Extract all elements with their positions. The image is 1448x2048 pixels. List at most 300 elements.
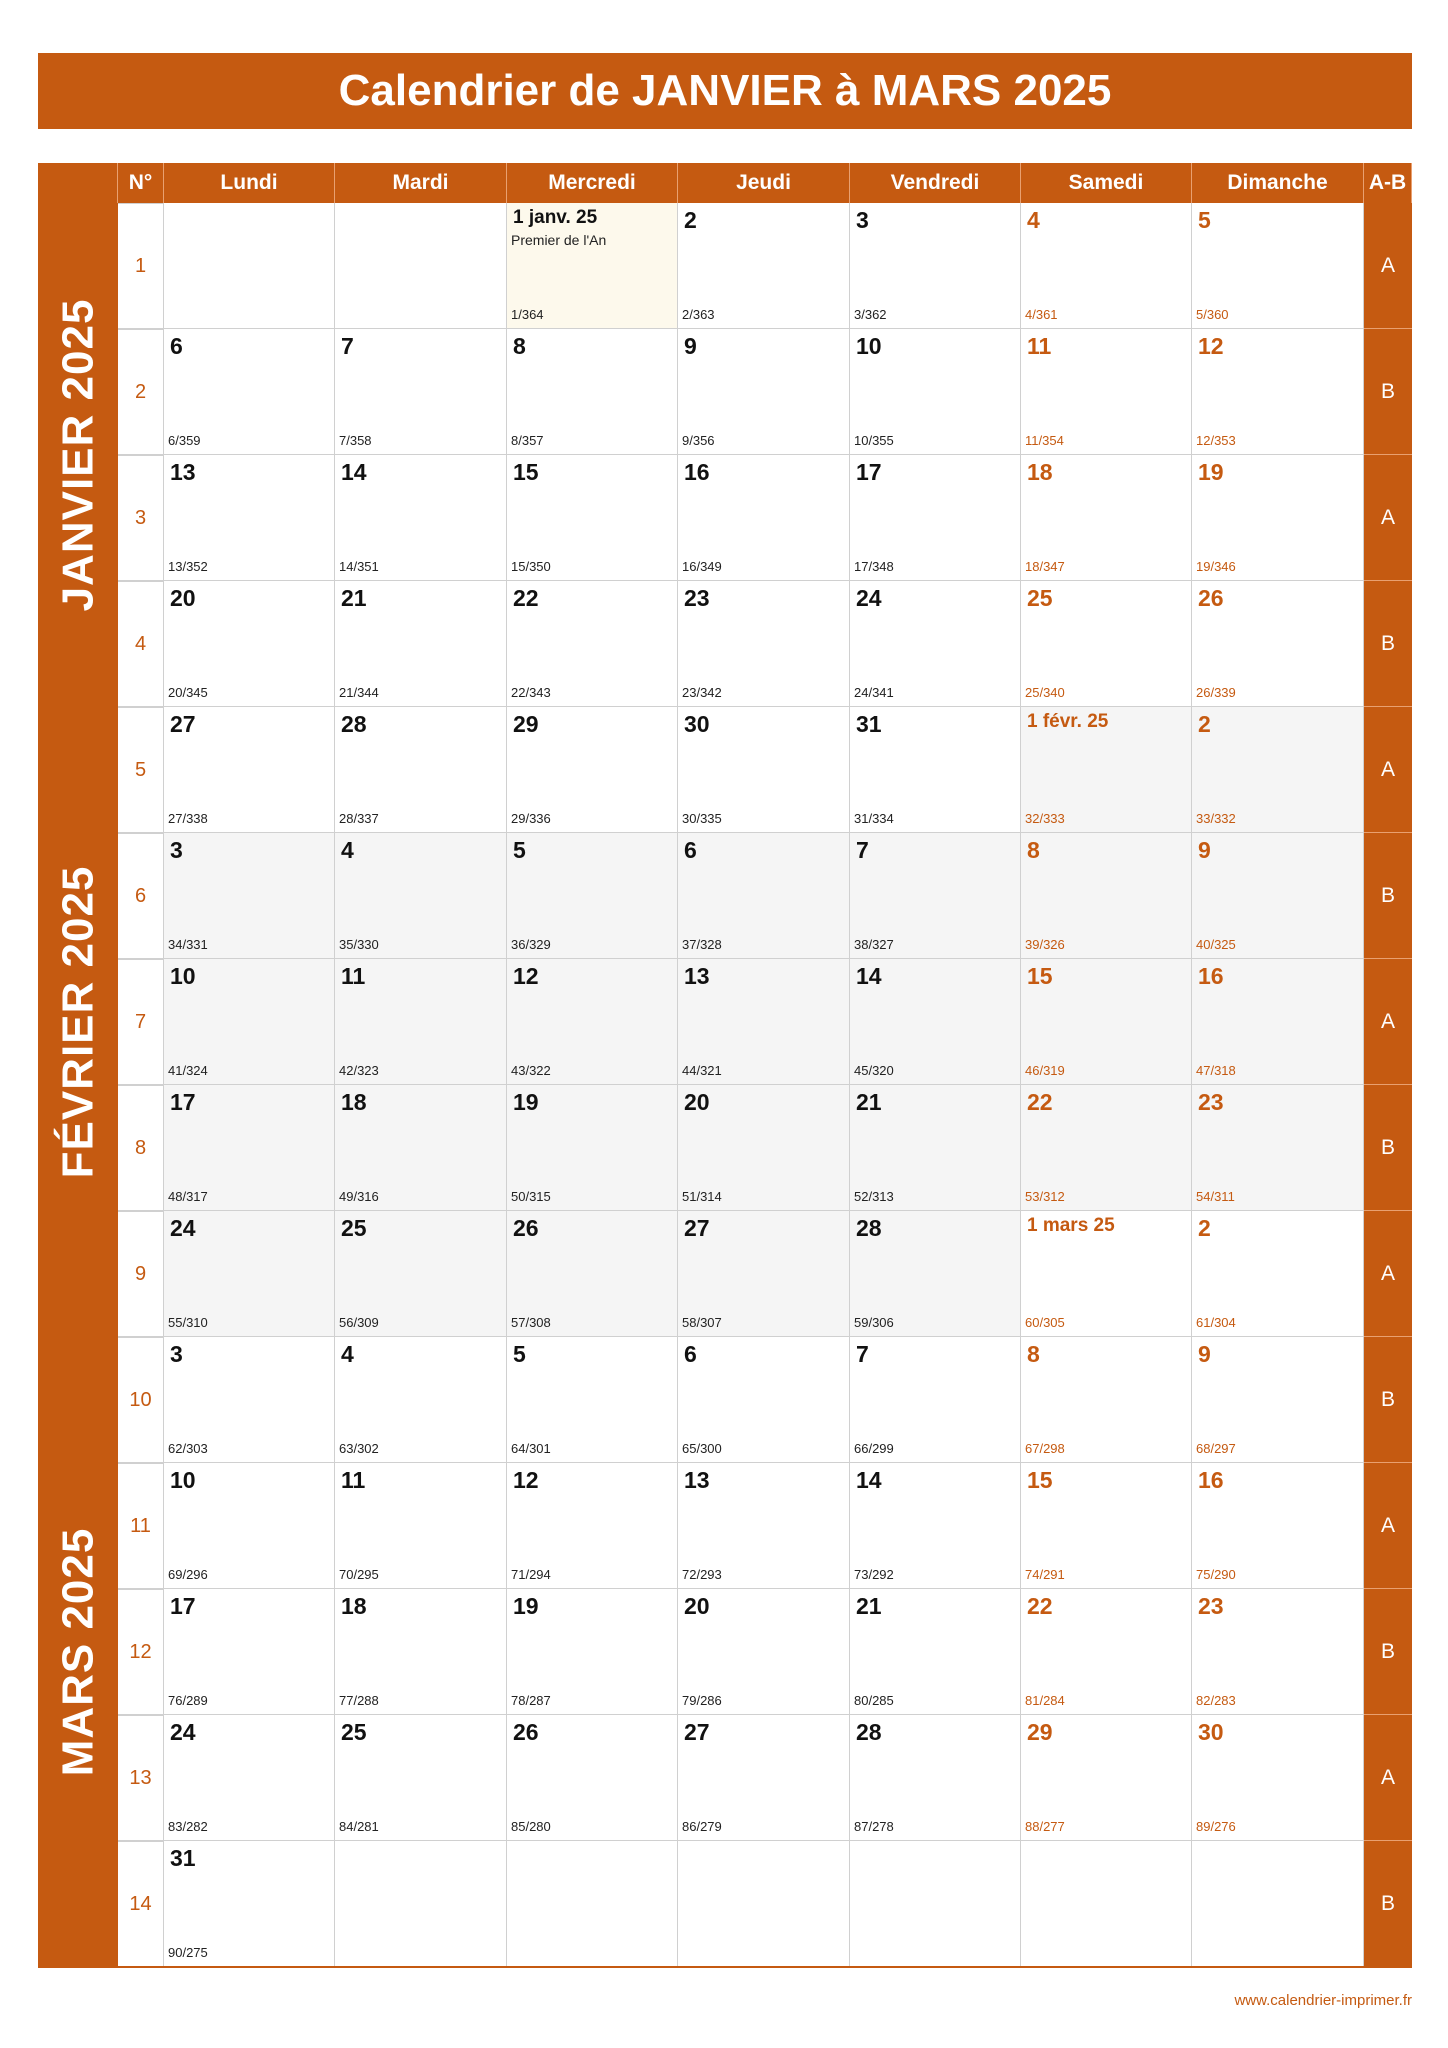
day-cell[interactable] bbox=[678, 1589, 850, 1715]
day-cell[interactable] bbox=[164, 329, 335, 455]
day-of-year: 78/287 bbox=[511, 1693, 551, 1708]
month-name: FÉVRIER 2025 bbox=[53, 865, 102, 1179]
day-number: 12 bbox=[1198, 333, 1224, 359]
day-number: 26 bbox=[1198, 585, 1224, 611]
day-of-year: 45/320 bbox=[854, 1063, 894, 1078]
day-of-year: 89/276 bbox=[1196, 1819, 1236, 1834]
day-cell[interactable] bbox=[335, 833, 507, 959]
day-number: 6 bbox=[684, 837, 697, 863]
day-cell[interactable] bbox=[678, 833, 850, 959]
day-cell[interactable] bbox=[850, 455, 1021, 581]
day-of-year: 42/323 bbox=[339, 1063, 379, 1078]
day-cell[interactable] bbox=[164, 707, 335, 833]
day-cell[interactable] bbox=[1192, 581, 1364, 707]
week-number: 3 bbox=[118, 455, 164, 581]
day-number: 16 bbox=[1198, 963, 1224, 989]
day-cell[interactable] bbox=[850, 1463, 1021, 1589]
day-cell[interactable] bbox=[507, 959, 678, 1085]
day-cell[interactable] bbox=[678, 707, 850, 833]
day-cell[interactable] bbox=[1192, 455, 1364, 581]
week-ab: B bbox=[1364, 1085, 1412, 1211]
day-of-year: 41/324 bbox=[168, 1063, 208, 1078]
month-name: JANVIER 2025 bbox=[53, 298, 103, 612]
day-cell[interactable] bbox=[1021, 833, 1192, 959]
day-cell[interactable] bbox=[1192, 1085, 1364, 1211]
week-ab: B bbox=[1364, 1337, 1412, 1463]
day-of-year: 75/290 bbox=[1196, 1567, 1236, 1582]
column-header-5: Vendredi bbox=[850, 163, 1021, 203]
day-of-year: 53/312 bbox=[1025, 1189, 1065, 1204]
day-cell[interactable] bbox=[850, 833, 1021, 959]
day-number: 30 bbox=[684, 711, 710, 737]
day-of-year: 58/307 bbox=[682, 1315, 722, 1330]
calendar-title: Calendrier de JANVIER à MARS 2025 bbox=[38, 53, 1412, 129]
week-number: 9 bbox=[118, 1211, 164, 1337]
day-number: 28 bbox=[856, 1719, 882, 1745]
week-number: 5 bbox=[118, 707, 164, 833]
grid-bottom-line bbox=[38, 1966, 1412, 1968]
day-of-year: 21/344 bbox=[339, 685, 379, 700]
month-label-2 bbox=[38, 1337, 118, 1967]
day-number: 22 bbox=[1027, 1089, 1053, 1115]
day-of-year: 34/331 bbox=[168, 937, 208, 952]
day-cell[interactable] bbox=[1021, 959, 1192, 1085]
day-number: 21 bbox=[341, 585, 367, 611]
column-header-2: Mardi bbox=[335, 163, 507, 203]
day-cell[interactable] bbox=[678, 1715, 850, 1841]
day-cell[interactable] bbox=[1192, 329, 1364, 455]
day-of-year: 3/362 bbox=[854, 307, 887, 322]
day-number: 25 bbox=[341, 1719, 367, 1745]
day-cell[interactable] bbox=[507, 455, 678, 581]
column-header-8: A-B bbox=[1364, 163, 1412, 203]
day-cell[interactable] bbox=[1021, 707, 1192, 833]
day-cell[interactable] bbox=[850, 707, 1021, 833]
day-cell[interactable] bbox=[678, 1085, 850, 1211]
week-number: 4 bbox=[118, 581, 164, 707]
day-number: 23 bbox=[1198, 1089, 1224, 1115]
day-number: 3 bbox=[856, 207, 869, 233]
day-cell[interactable] bbox=[507, 203, 678, 329]
day-of-year: 87/278 bbox=[854, 1819, 894, 1834]
week-number: 2 bbox=[118, 329, 164, 455]
day-cell[interactable] bbox=[164, 1715, 335, 1841]
day-cell[interactable] bbox=[335, 1337, 507, 1463]
week-number: 1 bbox=[118, 203, 164, 329]
day-of-year: 70/295 bbox=[339, 1567, 379, 1582]
day-of-year: 16/349 bbox=[682, 559, 722, 574]
day-cell[interactable] bbox=[850, 1589, 1021, 1715]
day-of-year: 10/355 bbox=[854, 433, 894, 448]
week-ab: B bbox=[1364, 1589, 1412, 1715]
day-number: 14 bbox=[856, 963, 882, 989]
day-number: 9 bbox=[1198, 1341, 1211, 1367]
week-ab: A bbox=[1364, 1715, 1412, 1841]
column-header-1: Lundi bbox=[164, 163, 335, 203]
day-number: 28 bbox=[856, 1215, 882, 1241]
day-of-year: 79/286 bbox=[682, 1693, 722, 1708]
day-of-year: 39/326 bbox=[1025, 937, 1065, 952]
day-cell[interactable] bbox=[850, 959, 1021, 1085]
day-cell[interactable] bbox=[1192, 833, 1364, 959]
day-of-year: 69/296 bbox=[168, 1567, 208, 1582]
day-number: 20 bbox=[170, 585, 196, 611]
day-of-year: 31/334 bbox=[854, 811, 894, 826]
day-cell[interactable] bbox=[1021, 1589, 1192, 1715]
day-of-year: 81/284 bbox=[1025, 1693, 1065, 1708]
day-of-year: 60/305 bbox=[1025, 1315, 1065, 1330]
week-number: 7 bbox=[118, 959, 164, 1085]
day-cell[interactable] bbox=[164, 1463, 335, 1589]
day-number: 10 bbox=[170, 963, 196, 989]
day-cell[interactable] bbox=[1021, 1463, 1192, 1589]
day-cell[interactable] bbox=[1021, 455, 1192, 581]
day-cell[interactable] bbox=[335, 1589, 507, 1715]
day-cell[interactable] bbox=[1021, 203, 1192, 329]
day-cell[interactable] bbox=[678, 329, 850, 455]
day-cell[interactable] bbox=[507, 1085, 678, 1211]
day-of-year: 61/304 bbox=[1196, 1315, 1236, 1330]
day-of-year: 8/357 bbox=[511, 433, 544, 448]
day-of-year: 26/339 bbox=[1196, 685, 1236, 700]
day-cell[interactable] bbox=[1192, 707, 1364, 833]
day-number: 6 bbox=[684, 1341, 697, 1367]
day-of-year: 63/302 bbox=[339, 1441, 379, 1456]
week-ab: A bbox=[1364, 455, 1412, 581]
day-number: 25 bbox=[341, 1215, 367, 1241]
day-of-year: 55/310 bbox=[168, 1315, 208, 1330]
week-ab: B bbox=[1364, 329, 1412, 455]
day-number: 21 bbox=[856, 1089, 882, 1115]
day-cell[interactable] bbox=[335, 329, 507, 455]
day-of-year: 35/330 bbox=[339, 937, 379, 952]
day-of-year: 18/347 bbox=[1025, 559, 1065, 574]
day-number: 31 bbox=[170, 1845, 196, 1871]
day-number: 27 bbox=[684, 1719, 710, 1745]
day-cell[interactable] bbox=[164, 833, 335, 959]
day-number: 12 bbox=[513, 1467, 539, 1493]
day-cell[interactable] bbox=[507, 1337, 678, 1463]
day-of-year: 68/297 bbox=[1196, 1441, 1236, 1456]
day-cell[interactable] bbox=[678, 455, 850, 581]
day-of-year: 28/337 bbox=[339, 811, 379, 826]
day-of-year: 4/361 bbox=[1025, 307, 1058, 322]
day-number: 4 bbox=[1027, 207, 1040, 233]
day-of-year: 9/356 bbox=[682, 433, 715, 448]
day-number: 11 bbox=[341, 1467, 366, 1493]
day-cell[interactable] bbox=[335, 1715, 507, 1841]
day-cell[interactable] bbox=[678, 203, 850, 329]
holiday-name: Premier de l'An bbox=[511, 232, 607, 248]
week-number: 11 bbox=[118, 1463, 164, 1589]
day-of-year: 27/338 bbox=[168, 811, 208, 826]
day-number: 25 bbox=[1027, 585, 1053, 611]
day-number: 27 bbox=[684, 1215, 710, 1241]
day-of-year: 72/293 bbox=[682, 1567, 722, 1582]
week-number: 14 bbox=[118, 1841, 164, 1967]
day-cell[interactable] bbox=[1021, 1211, 1192, 1337]
day-cell[interactable] bbox=[850, 1211, 1021, 1337]
day-cell bbox=[678, 1841, 850, 1967]
day-of-year: 33/332 bbox=[1196, 811, 1236, 826]
day-number: 16 bbox=[1198, 1467, 1224, 1493]
day-number: 17 bbox=[170, 1089, 196, 1115]
day-cell[interactable] bbox=[164, 1589, 335, 1715]
day-of-year: 40/325 bbox=[1196, 937, 1236, 952]
day-of-year: 12/353 bbox=[1196, 433, 1236, 448]
day-cell bbox=[850, 1841, 1021, 1967]
week-number: 8 bbox=[118, 1085, 164, 1211]
week-ab: B bbox=[1364, 581, 1412, 707]
day-number: 23 bbox=[1198, 1593, 1224, 1619]
day-of-year: 5/360 bbox=[1196, 307, 1229, 322]
month-label-1 bbox=[38, 707, 118, 1337]
day-of-year: 17/348 bbox=[854, 559, 894, 574]
day-of-year: 57/308 bbox=[511, 1315, 551, 1330]
day-number: 28 bbox=[341, 711, 367, 737]
day-of-year: 13/352 bbox=[168, 559, 208, 574]
day-cell bbox=[1192, 1841, 1364, 1967]
day-of-year: 82/283 bbox=[1196, 1693, 1236, 1708]
day-number: 31 bbox=[856, 711, 882, 737]
day-of-year: 62/303 bbox=[168, 1441, 208, 1456]
day-number: 22 bbox=[513, 585, 539, 611]
week-ab: A bbox=[1364, 1463, 1412, 1589]
day-cell[interactable] bbox=[507, 833, 678, 959]
day-number: 30 bbox=[1198, 1719, 1224, 1745]
day-cell[interactable] bbox=[507, 581, 678, 707]
day-cell[interactable] bbox=[507, 1211, 678, 1337]
day-cell[interactable] bbox=[335, 1085, 507, 1211]
day-cell[interactable] bbox=[507, 1589, 678, 1715]
day-number: 26 bbox=[513, 1719, 539, 1745]
day-number: 24 bbox=[170, 1719, 196, 1745]
week-ab: A bbox=[1364, 707, 1412, 833]
day-of-year: 66/299 bbox=[854, 1441, 894, 1456]
month-label-0 bbox=[38, 203, 118, 707]
day-of-year: 2/363 bbox=[682, 307, 715, 322]
day-of-year: 22/343 bbox=[511, 685, 551, 700]
day-cell[interactable] bbox=[1192, 1463, 1364, 1589]
day-of-year: 90/275 bbox=[168, 1945, 208, 1960]
day-number: 7 bbox=[341, 333, 354, 359]
day-of-year: 64/301 bbox=[511, 1441, 551, 1456]
day-number: 4 bbox=[341, 837, 354, 863]
day-of-year: 24/341 bbox=[854, 685, 894, 700]
day-number: 24 bbox=[170, 1215, 196, 1241]
day-number: 9 bbox=[1198, 837, 1211, 863]
day-number: 19 bbox=[513, 1593, 539, 1619]
day-cell[interactable] bbox=[850, 1337, 1021, 1463]
day-cell[interactable] bbox=[678, 1337, 850, 1463]
week-ab: B bbox=[1364, 833, 1412, 959]
day-number: 21 bbox=[856, 1593, 882, 1619]
day-number: 14 bbox=[856, 1467, 882, 1493]
day-cell[interactable] bbox=[678, 959, 850, 1085]
day-number: 18 bbox=[341, 1593, 367, 1619]
day-of-year: 74/291 bbox=[1025, 1567, 1065, 1582]
day-of-year: 44/321 bbox=[682, 1063, 722, 1078]
day-cell[interactable] bbox=[1192, 959, 1364, 1085]
day-cell[interactable] bbox=[1021, 1085, 1192, 1211]
day-cell[interactable] bbox=[164, 1211, 335, 1337]
day-of-year: 1/364 bbox=[511, 307, 544, 322]
column-header-6: Samedi bbox=[1021, 163, 1192, 203]
day-cell[interactable] bbox=[1021, 1715, 1192, 1841]
column-header-0: N° bbox=[118, 163, 164, 203]
day-of-year: 47/318 bbox=[1196, 1063, 1236, 1078]
day-cell[interactable] bbox=[335, 1463, 507, 1589]
day-of-year: 29/336 bbox=[511, 811, 551, 826]
day-cell bbox=[335, 1841, 507, 1967]
month-name: MARS 2025 bbox=[53, 1527, 103, 1777]
week-ab: A bbox=[1364, 959, 1412, 1085]
day-cell bbox=[164, 203, 335, 329]
day-of-year: 80/285 bbox=[854, 1693, 894, 1708]
day-cell[interactable] bbox=[335, 581, 507, 707]
day-number: 22 bbox=[1027, 1593, 1053, 1619]
day-of-year: 71/294 bbox=[511, 1567, 551, 1582]
day-of-year: 43/322 bbox=[511, 1063, 551, 1078]
week-ab: B bbox=[1364, 1841, 1412, 1967]
day-number: 13 bbox=[684, 963, 710, 989]
day-of-year: 85/280 bbox=[511, 1819, 551, 1834]
day-of-year: 6/359 bbox=[168, 433, 201, 448]
day-of-year: 49/316 bbox=[339, 1189, 379, 1204]
day-cell[interactable] bbox=[335, 707, 507, 833]
day-of-year: 36/329 bbox=[511, 937, 551, 952]
day-number: 8 bbox=[513, 333, 526, 359]
day-number: 18 bbox=[1027, 459, 1053, 485]
day-number: 13 bbox=[684, 1467, 710, 1493]
day-cell[interactable] bbox=[335, 1211, 507, 1337]
day-cell[interactable] bbox=[507, 1463, 678, 1589]
day-number: 20 bbox=[684, 1089, 710, 1115]
day-cell[interactable] bbox=[507, 707, 678, 833]
day-cell[interactable] bbox=[164, 1337, 335, 1463]
day-of-year: 23/342 bbox=[682, 685, 722, 700]
day-number: 1 févr. 25 bbox=[1027, 711, 1109, 732]
day-cell[interactable] bbox=[335, 959, 507, 1085]
day-cell[interactable] bbox=[678, 1463, 850, 1589]
day-number: 14 bbox=[341, 459, 367, 485]
day-cell[interactable] bbox=[1192, 1715, 1364, 1841]
day-number: 13 bbox=[170, 459, 196, 485]
day-of-year: 65/300 bbox=[682, 1441, 722, 1456]
week-ab: A bbox=[1364, 1211, 1412, 1337]
day-cell[interactable] bbox=[164, 1841, 335, 1967]
day-of-year: 67/298 bbox=[1025, 1441, 1065, 1456]
day-of-year: 11/354 bbox=[1025, 433, 1064, 448]
day-of-year: 30/335 bbox=[682, 811, 722, 826]
day-cell[interactable] bbox=[850, 581, 1021, 707]
day-of-year: 14/351 bbox=[339, 559, 379, 574]
day-number: 8 bbox=[1027, 1341, 1040, 1367]
day-cell[interactable] bbox=[1192, 1211, 1364, 1337]
week-number: 6 bbox=[118, 833, 164, 959]
day-of-year: 46/319 bbox=[1025, 1063, 1065, 1078]
day-of-year: 32/333 bbox=[1025, 811, 1065, 826]
day-cell[interactable] bbox=[1021, 1337, 1192, 1463]
day-of-year: 77/288 bbox=[339, 1693, 379, 1708]
day-number: 29 bbox=[513, 711, 539, 737]
day-cell[interactable] bbox=[164, 959, 335, 1085]
day-cell[interactable] bbox=[850, 203, 1021, 329]
day-number: 6 bbox=[170, 333, 183, 359]
day-of-year: 50/315 bbox=[511, 1189, 551, 1204]
day-of-year: 19/346 bbox=[1196, 559, 1236, 574]
day-number: 2 bbox=[1198, 1215, 1211, 1241]
day-cell[interactable] bbox=[164, 455, 335, 581]
week-number: 12 bbox=[118, 1589, 164, 1715]
day-number: 1 mars 25 bbox=[1027, 1215, 1115, 1236]
day-number: 19 bbox=[1198, 459, 1224, 485]
day-number: 4 bbox=[341, 1341, 354, 1367]
week-number: 10 bbox=[118, 1337, 164, 1463]
day-of-year: 38/327 bbox=[854, 937, 894, 952]
day-number: 15 bbox=[1027, 963, 1053, 989]
header-corner bbox=[38, 163, 118, 203]
day-number: 3 bbox=[170, 1341, 183, 1367]
day-cell[interactable] bbox=[1021, 581, 1192, 707]
day-of-year: 48/317 bbox=[168, 1189, 208, 1204]
day-number: 16 bbox=[684, 459, 710, 485]
website-credit[interactable]: www.calendrier-imprimer.fr bbox=[1234, 1992, 1412, 2009]
day-of-year: 7/358 bbox=[339, 433, 372, 448]
day-of-year: 20/345 bbox=[168, 685, 208, 700]
day-cell[interactable] bbox=[850, 329, 1021, 455]
day-number: 5 bbox=[513, 837, 526, 863]
day-number: 10 bbox=[856, 333, 882, 359]
day-number: 20 bbox=[684, 1593, 710, 1619]
day-cell[interactable] bbox=[1021, 329, 1192, 455]
day-number: 18 bbox=[341, 1089, 367, 1115]
day-cell[interactable] bbox=[678, 581, 850, 707]
day-number: 17 bbox=[170, 1593, 196, 1619]
day-cell[interactable] bbox=[507, 329, 678, 455]
day-cell[interactable] bbox=[164, 1085, 335, 1211]
column-header-7: Dimanche bbox=[1192, 163, 1364, 203]
week-number: 13 bbox=[118, 1715, 164, 1841]
day-of-year: 76/289 bbox=[168, 1693, 208, 1708]
day-cell[interactable] bbox=[1192, 1337, 1364, 1463]
day-of-year: 59/306 bbox=[854, 1315, 894, 1330]
day-number: 2 bbox=[1198, 711, 1211, 737]
day-number: 15 bbox=[513, 459, 539, 485]
day-number: 23 bbox=[684, 585, 710, 611]
day-of-year: 52/313 bbox=[854, 1189, 894, 1204]
day-cell[interactable] bbox=[678, 1211, 850, 1337]
day-cell[interactable] bbox=[1192, 203, 1364, 329]
day-number: 5 bbox=[513, 1341, 526, 1367]
day-cell[interactable] bbox=[335, 455, 507, 581]
day-number: 5 bbox=[1198, 207, 1211, 233]
day-of-year: 51/314 bbox=[682, 1189, 722, 1204]
day-of-year: 84/281 bbox=[339, 1819, 379, 1834]
day-number: 10 bbox=[170, 1467, 196, 1493]
day-cell[interactable] bbox=[164, 581, 335, 707]
day-cell[interactable] bbox=[850, 1085, 1021, 1211]
day-number: 7 bbox=[856, 1341, 869, 1367]
day-number: 12 bbox=[513, 963, 539, 989]
day-of-year: 54/311 bbox=[1196, 1189, 1235, 1204]
day-cell[interactable] bbox=[507, 1715, 678, 1841]
day-number: 8 bbox=[1027, 837, 1040, 863]
day-cell bbox=[335, 203, 507, 329]
day-number: 9 bbox=[684, 333, 697, 359]
day-cell[interactable] bbox=[850, 1715, 1021, 1841]
day-cell[interactable] bbox=[1192, 1589, 1364, 1715]
